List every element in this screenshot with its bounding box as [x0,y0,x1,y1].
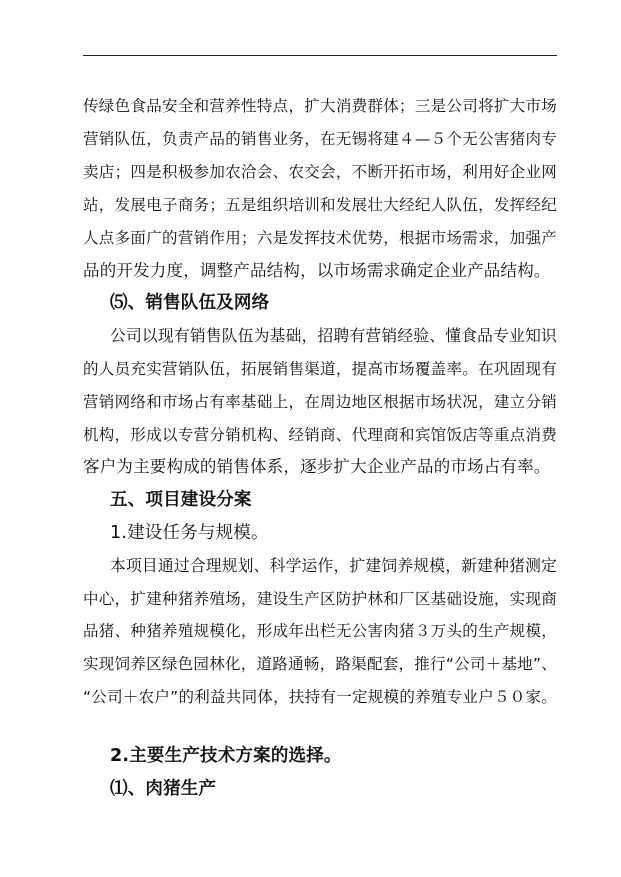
paragraph-line: 传绿色食品安全和营养性特点，扩大消费群体；三是公司将扩大市场 [83,97,557,115]
paragraph-line: 机构，形成以专营分销机构、经销商、代理商和宾馆饭店等重点消费 [83,426,557,444]
paragraph-line: 品猪、种猪养殖规模化，形成年出栏无公害肉猪３万头的生产规模， [83,622,557,640]
subsection-heading-task: 1.建设任务与规模。 [110,523,269,543]
paragraph-line: 站，发展电子商务；五是组织培训和发展壮大经纪人队伍，发挥经纪 [83,196,557,214]
paragraph-line: 营销网络和市场占有率基础上，在周边地区根据市场状况，建立分销 [83,393,557,411]
paragraph-line: 的人员充实营销队伍，拓展销售渠道，提高市场覆盖率。在巩固现有 [83,360,557,378]
paragraph-line: 卖店；四是积极参加农洽会、农交会，不断开拓市场，利用好企业网 [83,163,557,181]
section-heading-five: 五、项目建设分案 [110,490,252,510]
paragraph-line: 人点多面广的营销作用；六是发挥技术优势，根据市场需求，加强产 [83,229,557,247]
paragraph-line: 中心，扩建种猪养殖场，建设生产区防护林和厂区基础设施，实现商 [83,590,557,608]
paragraph-line: 客户为主要构成的销售体系，逐步扩大企业产品的市场占有率。 [83,457,551,476]
paragraph-line: 公司以现有销售队伍为基础，招聘有营销经验、懂食品专业知识 [110,326,557,345]
subsection-heading-pig: ⑴、肉猪生产 [110,779,217,799]
subsection-heading-tech: 2.主要生产技术方案的选择。 [110,746,342,766]
paragraph-line: 实现饲养区绿色园林化，道路通畅，路渠配套，推行“公司＋基地”、 [83,655,557,673]
paragraph-line: 本项目通过合理规划、科学运作，扩建饲养规模，新建种猪测定 [110,556,557,575]
section-heading-sales: ⑸、销售队伍及网络 [110,293,270,313]
paragraph-line: 品的开发力度，调整产品结构，以市场需求确定企业产品结构。 [83,261,551,280]
header-rule [83,55,557,56]
paragraph-line: “公司＋农户”的利益共同体，扶持有一定规模的养殖专业户５０家。 [83,688,557,706]
paragraph-line: 营销队伍，负责产品的销售业务，在无锡将建４—５个无公害猪肉专 [83,130,557,148]
